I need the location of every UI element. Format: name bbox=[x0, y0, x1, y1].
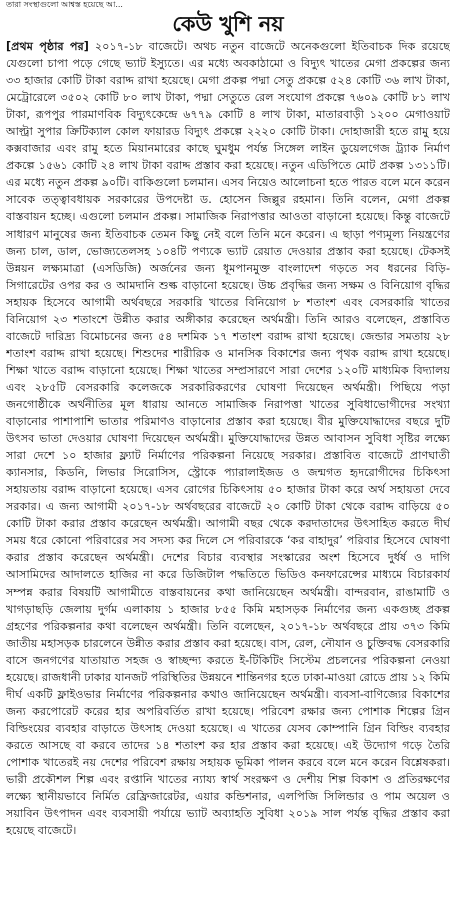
cut-off-top-line: তারা সংস্থাগুলো আশ্বস্ত হয়েছে আ... bbox=[6, 0, 123, 9]
article-text: ২০১৭-১৮ বাজেটে। অথচ নতুন বাজেটে অনেকগুলো ইতিবাচক দিক রয়েছে যেগুলো চাপা পড়ে গেছে ভ্যাট ইস্যুতে। এর মধ্যে অবকাঠামো ও বিদ্যুৎ খাতের মেগা প্রকল্পের জন্য ৩৩ হাজার কোটি টাকা বরাদ্দ রাখা হয়েছে। মেগা প্রকল্প পদ্মা সেতু প্রকল্পে ৫২৪ কোটি ৩৬ লাখ টাকা, মেট্রোরেলে ৩৫০২ কোটি ৮০ লাখ টাকা, পদ্মা সেতুতে রেল সংযোগ প্রকল্পে ৭৬০৯ কোটি ৮১ লাখ টাকা, রূপপুর পারমাণবিক বিদ্যুৎকেন্দ্রে ৬৭৭৯ কোটি ৪ লাখ টাকা, মাতারবাড়ী ১২০০ মেগাওয়াট আল্ট্রা সুপার ক্রিটিক্যাল কোল ফায়ারড বিদ্যুৎ প্রকল্পে ২২২০ কোটি টাকা। দোহাজারী হতে রামু হয়ে কক্সবাজার এবং রামু হতে মিয়ানমারের কাছে ঘুমধুম পর্যন্ত সিঙ্গেল লাইন ডুয়েলগেজ ট্র্যাক নির্মাণ প্রকল্পে ১৫৬১ কোটি ২৪ লাখ টাকা বরাদ্দ প্রস্তাব করা হয়েছে। নতুন এডিপিতে মোট প্রকল্প ১৩১১টি। এর মধ্যে নতুন প্রকল্প ৯০টি। বাকিগুলো চলমান। এসব নিয়েও আলোচনা হতে পারত বলে মনে করেন সাবেক তত্ত্বাবধায়ক সরকারের উপদেষ্টা ড. হোসেন জিল্লুর রহমান। তিনি বলেন, মেগা প্রকল্প বাস্তবায়ন হচ্ছে। এগুলো চলমান প্রকল্প। সামাজিক নিরাপত্তার আওতা বাড়ানো হয়েছে। কিন্তু বাজেটে সাধারণ মানুষের জন্য ইতিবাচক তেমন কিছু নেই বলে তিনি মনে করেন। এ ছাড়া পণ্যমূল্য নিয়ন্ত্রণের জন্য চাল, ডাল, ভোজ্যতেলসহ ১০৪টি পণ্যকে ভ্যাট রেয়াত দেওয়ার প্রস্তাব করা হয়েছে। টেকসই উন্নয়ন লক্ষ্যমাত্রা (এসডিজি) অর্জনের জন্য ধূমপানমুক্ত বাংলাদেশ গড়তে সব ধরনের বিড়ি-সিগারেটের ওপর কর ও আমদানি শুল্ক বাড়ানো হয়েছে। উচ্চ প্রবৃদ্ধির জন্য সক্ষম ও বিনিয়োগ বৃদ্ধির সহায়ক হিসেবে আগামী অর্থবছরে সরকারি খাতের বিনিয়োগ ৮ শতাংশ এবং বেসরকারি খাতের বিনিয়োগ ২৩ শতাংশে উন্নীত করার অঙ্গীকার করেছেন অর্থমন্ত্রী। তিনি আরও বলেছেন, প্রস্তাবিত বাজেটে দারিদ্র্য বিমোচনের জন্য ৫৪ দশমিক ১৭ শতাংশ বরাদ্দ রাখা হয়েছে। জেন্ডার সমতায় ২৮ শতাংশ বরাদ্দ রাখা হয়েছে। শিশুদের শারীরিক ও মানসিক বিকাশের জন্য পৃথক বরাদ্দ রাখা হয়েছে। শিক্ষা খাতে বরাদ্দ বাড়ানো হয়েছে। শিক্ষা খাতের সম্প্রসারণে সারা দেশের ১২০টি মাধ্যমিক বিদ্যালয় এবং ২৮৫টি বেসরকারি কলেজকে সরকারিকরণের ঘোষণা দিয়েছেন অর্থমন্ত্রী। পিছিয়ে পড়া জনগোষ্ঠীকে অর্থনীতির মূল ধারায় আনতে সামাজিক নিরাপত্তা খাতের সুবিধাভোগীদের সংখ্যা বাড়ানোর পাশাপাশি ভাতার পরিমাণও বাড়ানোর প্রস্তাব করা হয়েছে। বীর মুক্তিযোদ্ধাদের বছরে দুটি উৎসব ভাতা দেওয়ার ঘোষণা দিয়েছেন অর্থমন্ত্রী। মুক্তিযোদ্ধাদের উন্নত আবাসন সুবিধা সৃষ্টির লক্ষ্যে সারা দেশে ১০ হাজার ফ্ল্যাট নির্মাণের পরিকল্পনা নিয়েছে সরকার। প্রস্তাবিত বাজেটে প্রাণঘাতী ক্যানসার, কিডনি, লিভার সিরোসিস, স্ট্রোকে প্যারালাইজড ও জন্মগত হৃদরোগীদের চিকিৎসা সহায়তায় বরাদ্দ বাড়ানো হয়েছে। এসব রোগের চিকিৎসায় ৫০ হাজার টাকা করে অর্থ সহায়তা দেবে সরকার। এ জন্য আগামী ২০১৭-১৮ অর্থবছরের বাজেটে ২০ কোটি টাকা থেকে বরাদ্দ বাড়িয়ে ৫০ কোটি টাকা করার প্রস্তাব করেছেন অর্থমন্ত্রী। আগামী বছর থেকে করদাতাদের উৎসাহিত করতে দীর্ঘ সময় ধরে কোনো পরিবারের সব সদস্য কর দিলে সে পরিবারকে ‘কর বাহাদুর’ পরিবার হিসেবে ঘোষণা করার প্রস্তাব করেছেন অর্থমন্ত্রী। দেশের বিচার ব্যবস্থার সংস্কারের অংশ হিসেবে দুর্ধর্ষ ও দাগি আসামিদের আদালতে হাজির না করে ডিজিটাল পদ্ধতিতে ভিডিও কনফারেন্সের মাধ্যমে বিচারকার্য সম্পন্ন করার বিষয়টি আগামীতে বাস্তবায়নের কথা জানিয়েছেন অর্থমন্ত্রী। বান্দরবান, রাঙামাটি ও খাগড়াছড়ি জেলায় দুর্গম এলাকায় ১ হাজার ৮৫৫ কিমি মহাসড়ক নির্মাণের জন্য একগুচ্ছ প্রকল্প গ্রহণের পরিকল্পনার কথা বলেছেন অর্থমন্ত্রী। তিনি বলেছেন, ২০১৭-১৮ অর্থবছরে প্রায় ৩৭৩ কিমি জাতীয় মহাসড়ক চারলেনে উন্নীত করার প্রস্তাব করা হয়েছে। বাস, রেল, নৌযান ও চুক্তিবদ্ধ বেসরকারি বাসে জনগণের যাতায়াত সহজ ও স্বাচ্ছন্দ্য করতে ই-টিকিটিং সিস্টেম প্রচলনের পরিকল্পনা নেওয়া হয়েছে। রাজধানী ঢাকার যানজট পরিস্থিতির উন্নয়নে শান্তিনগর হতে ঢাকা-মাওয়া রোডে প্রায় ১২ কিমি দীর্ঘ একটি ফ্লাইওভার নির্মাণের পরিকল্পনার কথাও জানিয়েছেন অর্থমন্ত্রী। ব্যবসা-বাণিজ্যের বিকাশের জন্য করপোরেট করের হার অপরিবর্তিত রাখা হয়েছে। পরিবেশ রক্ষার জন্য পোশাক শিল্পের গ্রিন বিল্ডিংয়ের ব্যবহার বাড়াতে উৎসাহ দেওয়া হয়েছে। এ খাতের যেসব কোম্পানি গ্রিন বিল্ডিং ব্যবহার করতে আসছে বা করবে তাদের ১৪ শতাংশ কর হার প্রস্তাব করা হয়েছে। এই উদ্যোগ গড়ে তৈরি পোশাক খাতেরই নয় দেশের পরিবেশ রক্ষায় সহায়ক ভূমিকা পালন করবে বলে মনে করেন বিশ্লেষকরা। ভারী প্রকৌশল শিল্প এবং রপ্তানি খাতের ন্যায্য স্বার্থ সংরক্ষণ ও দেশীয় শিল্প বিকাশ ও প্রতিরক্ষণের লক্ষ্যে স্থানীয়ভাবে নির্মিত রেফ্রিজারেটর, এয়ার কন্ডিশনার, এলপিজি সিলিন্ডার ও পাম অয়েল ও সয়াবিন উৎপাদন এবং ব্যবসায়ী পর্যায়ে ভ্যাট অব্যাহতি সুবিধা ২০১৯ সাল পর্যন্ত বৃদ্ধির প্রস্তাব করা হয়েছে বাজেটে। bbox=[6, 40, 450, 838]
article-body bbox=[6, 38, 450, 898]
headline: কেউ খুশি নয় bbox=[172, 12, 284, 36]
continuation-label: [প্রথম পৃষ্ঠার পর] bbox=[6, 40, 89, 53]
